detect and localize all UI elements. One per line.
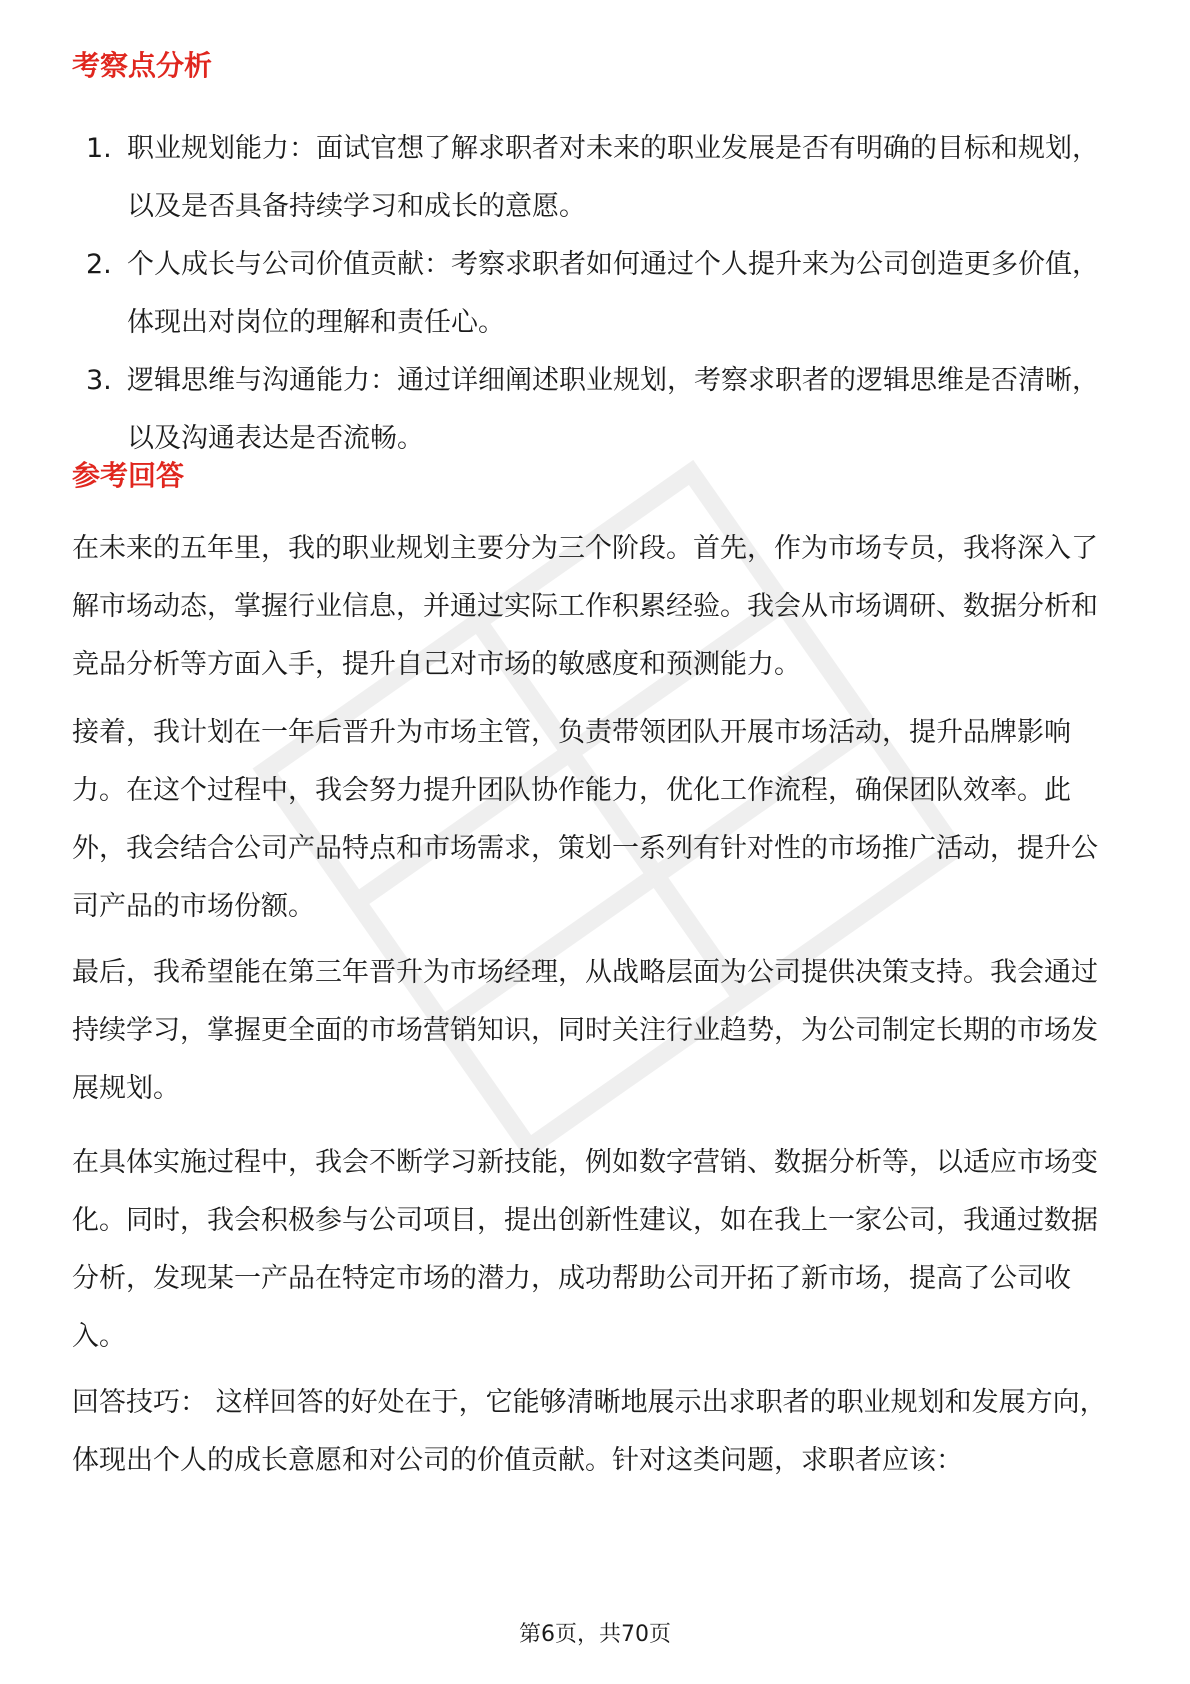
list-item [72, 352, 1122, 468]
list-item [72, 120, 1122, 236]
list-number: 2. [86, 249, 112, 280]
list-number: 1. [86, 133, 112, 164]
answer-paragraph: 在未来的五年里，我的职业规划主要分为三个阶段。首先，作为市场专员，我将深入了解市场动态，掌握行业信息，并通过实际工作积累经验。我会从市场调研、数据分析和竞品分析等方面入手，提升自己对市场的敏感度和预测能力。 [72, 533, 1098, 680]
list-number: 3. [86, 365, 112, 396]
analysis-list [72, 120, 1122, 468]
section-title-answer: 参考回答 [72, 459, 185, 492]
answer-paragraph: 最后，我希望能在第三年晋升为市场经理，从战略层面为公司提供决策支持。我会通过持续学习，掌握更全面的市场营销知识，同时关注行业趋势，为公司制定长期的市场发展规划。 [72, 957, 1098, 1104]
answer-paragraph: 接着，我计划在一年后晋升为市场主管，负责带领团队开展市场活动，提升品牌影响力。在这个过程中，我会努力提升团队协作能力，优化工作流程，确保团队效率。此外，我会结合公司产品特点和市场需求，策划一系列有针对性的市场推广活动，提升公司产品的市场份额。 [72, 717, 1098, 922]
section-title-analysis: 考察点分析 [72, 49, 213, 82]
list-item [72, 236, 1122, 352]
page-number: 第6页，共70页 [519, 1622, 671, 1647]
list-item-text: 逻辑思维与沟通能力：通过详细阐述职业规划，考察求职者的逻辑思维是否清晰，以及沟通表达是否流畅。 [127, 365, 1099, 454]
answer-paragraph: 在具体实施过程中，我会不断学习新技能，例如数字营销、数据分析等，以适应市场变化。同时，我会积极参与公司项目，提出创新性建议，如在我上一家公司，我通过数据分析，发现某一产品在特定市场的潜力，成功帮助公司开拓了新市场，提高了公司收入。 [72, 1147, 1098, 1352]
list-item-text: 职业规划能力：面试官想了解求职者对未来的职业发展是否有明确的目标和规划，以及是否具备持续学习和成长的意愿。 [127, 133, 1099, 222]
answer-tips-paragraph: 回答技巧： 这样回答的好处在于，它能够清晰地展示出求职者的职业规划和发展方向，体现出个人的成长意愿和对公司的价值贡献。针对这类问题，求职者应该： [72, 1387, 1107, 1476]
list-item-text: 个人成长与公司价值贡献：考察求职者如何通过个人提升来为公司创造更多价值，体现出对岗位的理解和责任心。 [127, 249, 1099, 338]
